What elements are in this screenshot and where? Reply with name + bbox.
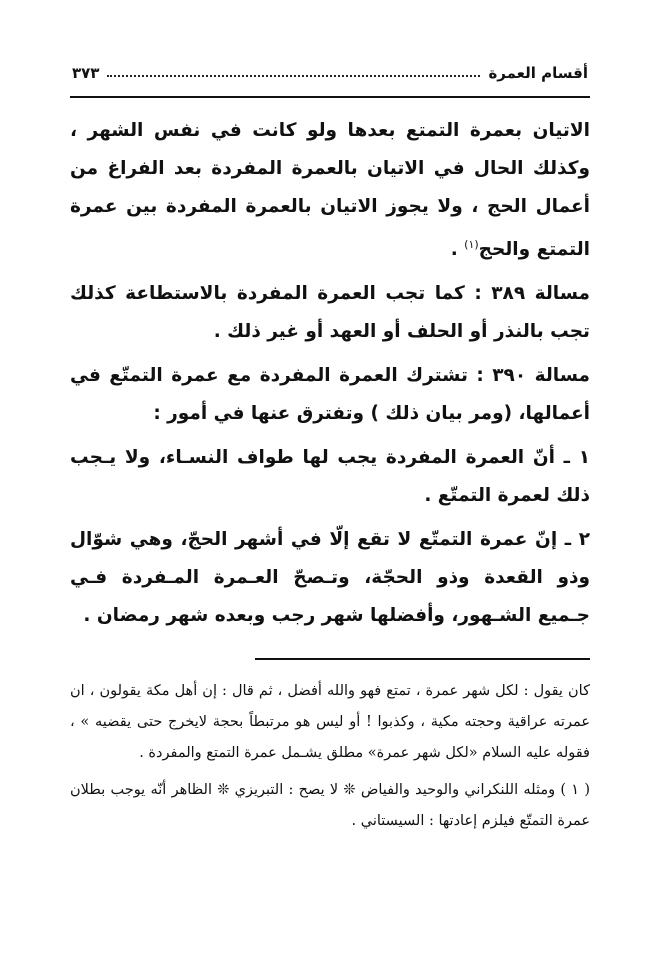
ruling-389 bbox=[70, 275, 590, 351]
paragraph-text: كما تجب العمرة المفردة بالاستطاعة كذلك تجب بالنذر أو الحلف أو العهد أو غير ذلك . bbox=[70, 283, 590, 343]
page-number: ٣٧٣ bbox=[72, 64, 100, 82]
header-rule bbox=[70, 96, 590, 98]
list-item bbox=[70, 521, 590, 635]
footnotes bbox=[70, 676, 590, 843]
ruling-390 bbox=[70, 357, 590, 433]
ruling-label: مسالة ٣٩٠ : bbox=[476, 365, 591, 387]
ruling-label: مسالة ٣٨٩ : bbox=[474, 283, 591, 305]
paragraph-tail: . bbox=[450, 239, 465, 261]
paragraph-text: الاتيان بعمرة التمتع بعدها ولو كانت في نفس الشهر ، وكذلك الحال في الاتيان بالعمرة المفردة بعد الفراغ من أعمال الحج ، ولا يجوز الاتيان بالعمرة المفردة بين عمرة التمتع والحج bbox=[70, 120, 590, 261]
paragraph bbox=[70, 112, 590, 269]
footnote-1: ( ١ ) ومثله اللنكراني والوحيد والفياض ❊ لا يصح : التبريزي ❊ الظاهر أنّه يوجب بطلان عمرة التمتّع فيلزم إعادتها : السيستاني . bbox=[70, 782, 590, 829]
header-dot-leader bbox=[107, 75, 480, 77]
running-header bbox=[72, 58, 588, 82]
footnote-separator bbox=[255, 658, 590, 660]
main-text bbox=[70, 112, 590, 641]
list-item bbox=[70, 439, 590, 515]
footnote-continued: كان يقول : لكل شهر عمرة ، تمتع فهو والله أفضل ، ثم قال : إن أهل مكة يقولون ، ان عمرته عراقية وحجته مكية ، وكذبوا ! أو ليس هو مرتبطاً بحجة لايخرج حتى يقضيه » ، فقوله عليه السلام «لكل شهر عمرة» مطلق يشـمل عمرة التمتع والمفردة . bbox=[70, 683, 590, 761]
footnote-reference: (١) bbox=[464, 238, 479, 251]
chapter-title: أقسام العمرة bbox=[488, 64, 588, 82]
paragraph-text: ٢ ـ إنّ عمرة التمتّع لا تقع إلّا في أشهر الحجّ، وهي شوّال وذو القعدة وذو الحجّة، وتـصحّ العـمرة المـفردة فـي جـميع الشـهور، وأفضلها شهر رجب وبعده شهر رمضان . bbox=[70, 529, 590, 627]
paragraph-text: تشترك العمرة المفردة مع عمرة التمتّع في أعمالها، (ومر بيان ذلك ) وتفترق عنها في أمور : bbox=[70, 365, 590, 425]
paragraph-text: ١ ـ أنّ العمرة المفردة يجب لها طواف النسـاء، ولا يـجب ذلك لعمرة التمتّع . bbox=[70, 447, 590, 507]
